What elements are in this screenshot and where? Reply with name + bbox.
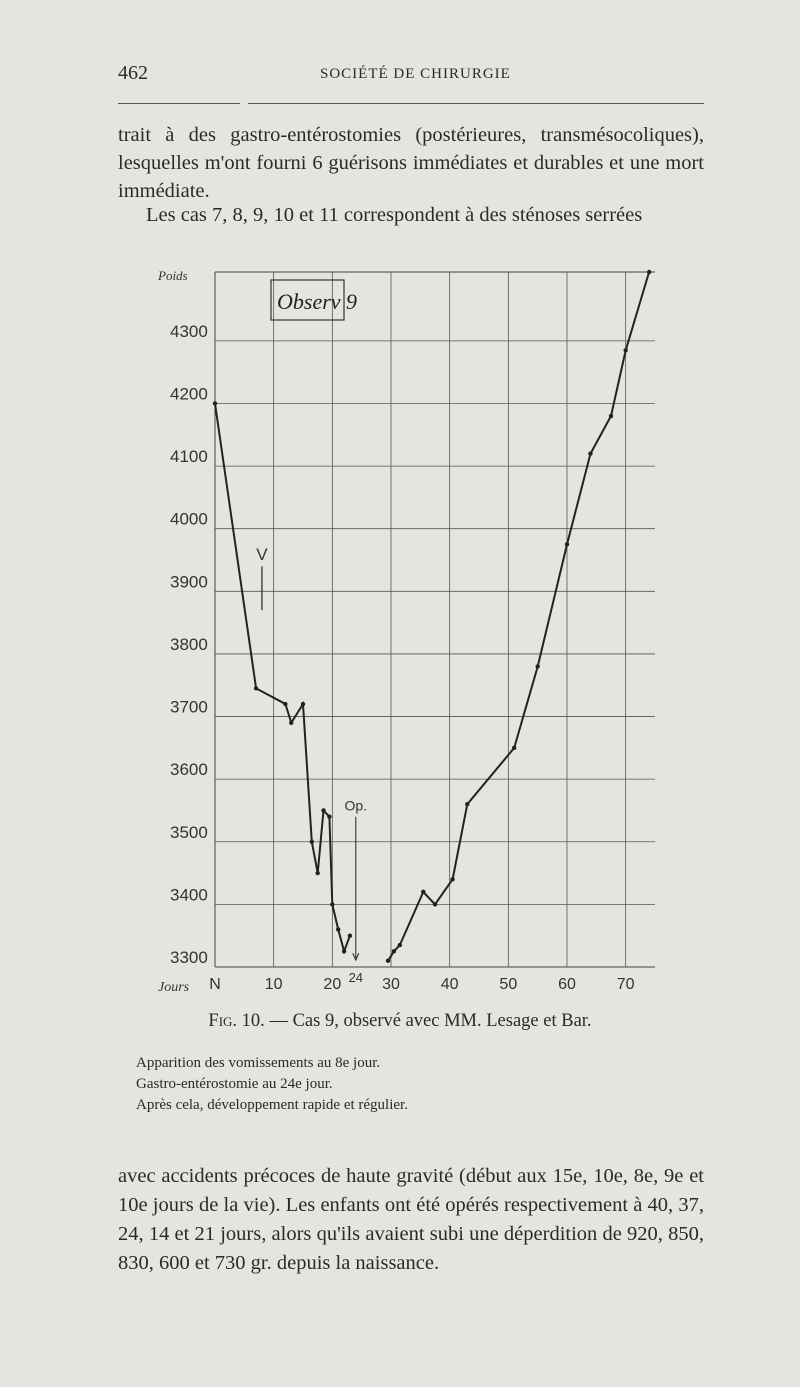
y-tick-label: 3600: [170, 760, 208, 780]
data-point: [465, 802, 469, 806]
data-point: [623, 348, 627, 352]
data-point: [342, 949, 346, 953]
annotation-operation-label: Op.: [344, 797, 368, 814]
figure-caption: [0, 1011, 800, 1032]
data-point: [254, 686, 258, 690]
x-tick-label: 30: [382, 976, 400, 993]
y-tick-label: 4300: [170, 321, 208, 341]
data-point: [392, 949, 396, 953]
figure-note: Apparition des vomissements au 8e jour.: [136, 1055, 381, 1071]
data-point: [348, 933, 352, 937]
x-tick-label: N: [209, 976, 221, 993]
header-rule-left: [118, 103, 240, 104]
data-point: [450, 877, 454, 881]
x-tick-label: 50: [499, 976, 518, 993]
y-axis-title: Poids: [158, 268, 188, 283]
x-axis-title: Jours: [158, 980, 190, 995]
y-tick-label: 4000: [170, 509, 208, 529]
data-point: [301, 702, 305, 706]
data-point: [647, 270, 651, 274]
data-point: [289, 721, 293, 725]
x-tick-label: 40: [440, 976, 459, 993]
figure-notes: [136, 1053, 408, 1116]
data-point: [609, 414, 613, 418]
x-tick-label: 10: [264, 976, 283, 993]
paragraph-3: avec accidents précoces de haute gravité (début aux 15e, 10e, 8e, 9e et 10e jours de la vie). Les enfants ont été opérés respectivement à 40, 37, 24, 14 et 21 jours, alors qu'ils avaient subi une déperdition de 920, 850, 830, 600 et 730 gr. depuis la naissance.: [118, 1165, 704, 1274]
y-tick-label: 4200: [170, 384, 208, 404]
y-tick-label: 3500: [170, 822, 208, 842]
running-head: SOCIÉTÉ DE CHIRURGIE: [320, 66, 511, 82]
data-point: [421, 890, 425, 894]
page-number: 462: [118, 62, 148, 84]
header-rule-right: [248, 103, 704, 104]
data-point: [321, 808, 325, 812]
series-line: [388, 272, 649, 961]
data-point: [535, 664, 539, 668]
figure-note: Après cela, développement rapide et régulier.: [136, 1097, 408, 1113]
data-point: [386, 959, 390, 963]
y-tick-label: 3800: [170, 634, 208, 654]
x-tick-label: 60: [558, 976, 576, 993]
y-tick-label: 4100: [170, 447, 208, 467]
data-point: [327, 815, 331, 819]
y-tick-label: 3700: [170, 697, 208, 717]
paragraph-1: trait à des gastro-entérostomies (postérieures, transmésocoliques), lesquelles m'ont fourni 6 guérisons immédiates et durables et une mort immédiate.: [118, 124, 704, 202]
x-tick-label: 70: [616, 976, 635, 993]
data-point: [336, 927, 340, 931]
y-tick-label: 3400: [170, 885, 208, 905]
y-tick-label: 3300: [170, 948, 208, 967]
series-line: [215, 404, 350, 952]
data-point: [588, 451, 592, 455]
paragraph-2: Les cas 7, 8, 9, 10 et 11 correspondent à des sténoses serrées: [146, 204, 643, 226]
x-tick-label: 24: [348, 970, 364, 985]
data-point: [213, 401, 217, 405]
data-point: [565, 542, 569, 546]
data-point: [283, 702, 287, 706]
weight-chart: [150, 260, 670, 1000]
data-point: [315, 871, 319, 875]
chart-title: Observ 9: [277, 289, 358, 314]
data-point: [398, 943, 402, 947]
figure-label: Fig. 10.: [208, 1011, 265, 1031]
y-tick-label: 3900: [170, 572, 208, 592]
data-point: [310, 840, 314, 844]
figure-caption-text: — Cas 9, observé avec MM. Lesage et Bar.: [269, 1011, 592, 1031]
annotation-vomiting-label: V: [256, 545, 268, 565]
data-point: [433, 902, 437, 906]
x-tick-label: 20: [323, 976, 342, 993]
data-point: [512, 746, 516, 750]
data-point: [330, 902, 334, 906]
figure-note: Gastro-entérostomie au 24e jour.: [136, 1076, 333, 1092]
